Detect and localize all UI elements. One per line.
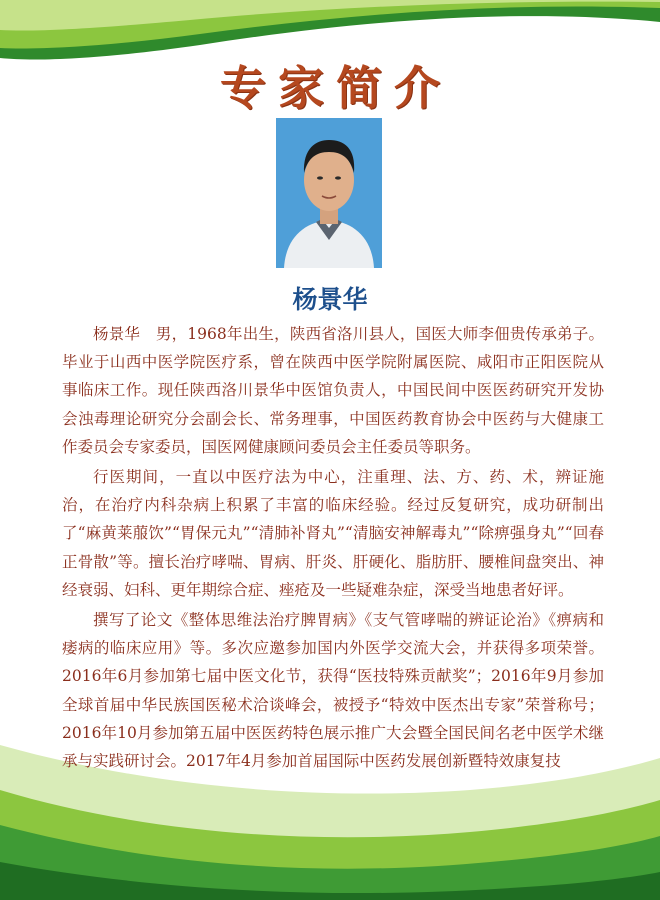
bio-paragraph: 杨景华 男，1968年出生，陕西省洛川县人，国医大师李佃贵传承弟子。毕业于山西中医学院医疗系，曾在陕西中医学院附属医院、咸阳市正阳医院从事临床工作。现任陕西洛川景华中医馆负责人，中国民间中医医药研究开发协会浊毒理论研究分会副会长、常务理事，中国医药教育协会中医药与大健康工作委员会专家委员，国医网健康顾问委员会主任委员等职务。 bbox=[62, 325, 604, 456]
portrait-photo bbox=[276, 118, 382, 268]
bio-paragraph: 撰写了论文《整体思维法治疗脾胃病》《支气管哮喘的辨证论治》《痹病和痿病的临床应用》等。多次应邀参加国内外医学交流大会，并获得多项荣誉。2016年6月参加第七届中医文化节，获得“医技特殊贡献奖”；2016年9月参加全球首届中华民族国医秘术洽谈峰会，被授予“特效中医杰出专家”荣誉称号；2016年10月参加第五届中医医药特色展示推广大会暨全国民间名老中医学术继承与实践研讨会。2017年4月参加首届国际中医药发展创新暨特效康复技 bbox=[62, 611, 604, 771]
portrait-icon bbox=[276, 118, 382, 268]
bio-paragraph: 行医期间，一直以中医疗法为中心，注重理、法、方、药、术，辨证施治，在治疗内科杂病上积累了丰富的临床经验。经过反复研究，成功研制出了“麻黄莱菔饮”“胃保元丸”“清肺补肾丸”“清脑安神解毒丸”“除痹强身丸”“回春正骨散”等。擅长治疗哮喘、胃病、肝炎、肝硬化、脂肪肝、腰椎间盘突出、神经衰弱、妇科、更年期综合症、痤疮及一些疑难杂症，深受当地患者好评。 bbox=[62, 468, 604, 599]
page-title: 专家简介 bbox=[220, 61, 452, 115]
bio-text bbox=[62, 320, 604, 777]
expert-name: 杨景华 bbox=[292, 285, 368, 314]
